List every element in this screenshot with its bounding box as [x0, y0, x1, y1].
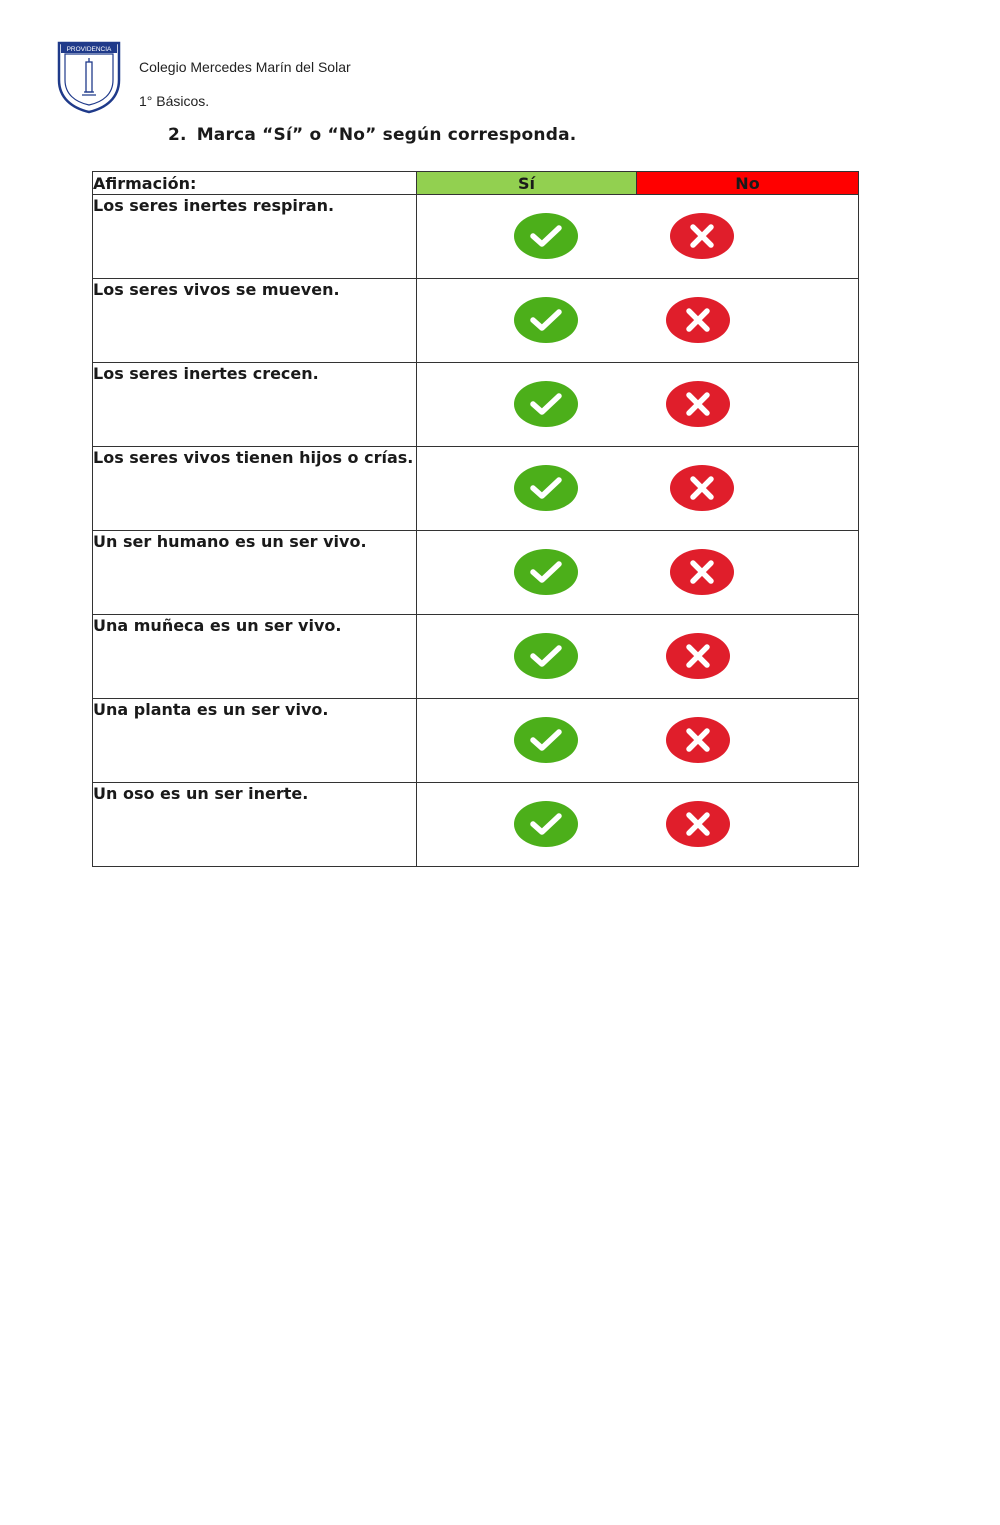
svg-text:PROVIDENCIA: PROVIDENCIA [66, 46, 112, 53]
instruction-text: Marca “Sí” o “No” según corresponda. [196, 125, 577, 145]
answer-cell [417, 531, 859, 615]
table-row [93, 531, 859, 615]
header-no: No [637, 172, 859, 195]
statement-text: Un ser humano es un ser vivo. [93, 531, 417, 615]
answer-cell [417, 783, 859, 867]
grade-label: 1° Básicos. [139, 93, 210, 109]
table-row [93, 699, 859, 783]
x-circle-icon [665, 716, 731, 764]
yes-option-button[interactable] [513, 212, 579, 260]
x-circle-icon [669, 464, 735, 512]
yes-option-button[interactable] [513, 632, 579, 680]
check-circle-icon [513, 296, 579, 344]
no-option-button[interactable] [669, 464, 735, 512]
table-row [93, 783, 859, 867]
school-logo [56, 40, 122, 114]
statement-text: Los seres vivos se mueven. [93, 279, 417, 363]
no-option-button[interactable] [665, 632, 731, 680]
x-circle-icon [665, 632, 731, 680]
answer-cell [417, 279, 859, 363]
check-circle-icon [513, 548, 579, 596]
check-circle-icon [513, 716, 579, 764]
table-row [93, 615, 859, 699]
statement-text: Una muñeca es un ser vivo. [93, 615, 417, 699]
table-row [93, 447, 859, 531]
header-yes: Sí [417, 172, 637, 195]
no-option-button[interactable] [665, 296, 731, 344]
x-circle-icon [665, 296, 731, 344]
yes-option-button[interactable] [513, 296, 579, 344]
table-header-row [93, 172, 859, 195]
answer-cell [417, 195, 859, 279]
answer-cell [417, 447, 859, 531]
statements-table [92, 171, 859, 867]
answer-cell [417, 615, 859, 699]
statement-text: Un oso es un ser inerte. [93, 783, 417, 867]
check-circle-icon [513, 632, 579, 680]
instruction-number: 2. [168, 125, 187, 145]
x-circle-icon [669, 548, 735, 596]
no-option-button[interactable] [665, 716, 731, 764]
yes-option-button[interactable] [513, 548, 579, 596]
table-row [93, 195, 859, 279]
statement-text: Una planta es un ser vivo. [93, 699, 417, 783]
check-circle-icon [513, 380, 579, 428]
table-row [93, 363, 859, 447]
check-circle-icon [513, 212, 579, 260]
header-statement: Afirmación: [93, 172, 417, 195]
statement-text: Los seres inertes respiran. [93, 195, 417, 279]
school-name: Colegio Mercedes Marín del Solar [139, 59, 351, 75]
yes-option-button[interactable] [513, 380, 579, 428]
answer-cell [417, 699, 859, 783]
answer-cell [417, 363, 859, 447]
statement-text: Los seres inertes crecen. [93, 363, 417, 447]
no-option-button[interactable] [665, 800, 731, 848]
yes-option-button[interactable] [513, 716, 579, 764]
no-option-button[interactable] [669, 212, 735, 260]
table-row [93, 279, 859, 363]
yes-option-button[interactable] [513, 800, 579, 848]
yes-option-button[interactable] [513, 464, 579, 512]
check-circle-icon [513, 464, 579, 512]
no-option-button[interactable] [669, 548, 735, 596]
x-circle-icon [665, 800, 731, 848]
x-circle-icon [669, 212, 735, 260]
x-circle-icon [665, 380, 731, 428]
statement-text: Los seres vivos tienen hijos o crías. [93, 447, 417, 531]
instruction [168, 125, 576, 145]
no-option-button[interactable] [665, 380, 731, 428]
check-circle-icon [513, 800, 579, 848]
